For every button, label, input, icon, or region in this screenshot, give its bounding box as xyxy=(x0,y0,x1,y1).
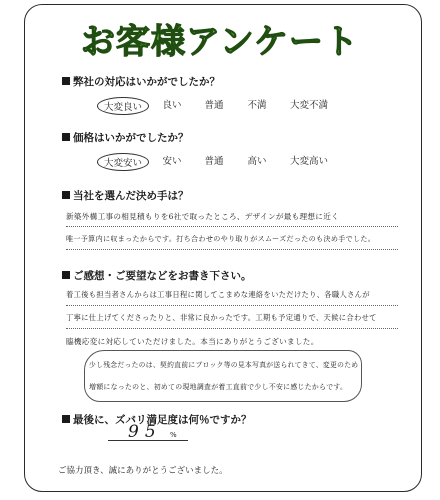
score-underline xyxy=(108,440,188,441)
q4-note-line: 増額になったのと、初めての現地調査が着工直前で少し不安に感じたからです。 xyxy=(89,383,348,391)
q4-answer-line: 着工後も担当者さんからは工事日程に関してこまめな連絡をいただけたり、各職人さんが xyxy=(66,290,370,299)
answer-rule xyxy=(66,226,398,227)
square-bullet-icon xyxy=(62,133,70,141)
q2-option-5[interactable]: 大変高い xyxy=(289,156,329,167)
question-3-label: 当社を選んだ決め手は？ xyxy=(73,190,189,202)
q1-option-4[interactable]: 不満 xyxy=(247,100,267,111)
question-5-label: 最後に、ズバリ満足度は何％ですか？ xyxy=(73,414,252,426)
q1-option-2[interactable]: 良い xyxy=(162,100,182,111)
q4-answer-line: 丁寧に仕上げてくださったりと、非常に良かったです。工期も予定通りで、天候に合わせて xyxy=(66,313,377,322)
q3-answer-line: 新築外構工事の相見積もりを6社で取ったところ、デザインが最も理想に近く xyxy=(66,212,339,221)
answer-rule xyxy=(66,249,398,250)
question-1 xyxy=(62,74,220,89)
score-unit: % xyxy=(170,431,177,439)
q1-option-3[interactable]: 普通 xyxy=(204,100,224,111)
square-bullet-icon xyxy=(62,415,70,423)
q2-option-4[interactable]: 高い xyxy=(247,156,267,167)
q1-option-1[interactable]: 大変良い xyxy=(97,97,149,115)
answer-rule xyxy=(66,328,398,329)
q2-option-2[interactable]: 安い xyxy=(162,156,182,167)
square-bullet-icon xyxy=(62,191,70,199)
q4-note-line: 少し残念だったのは、契約直前にブロック等の見本写真が送られてきて、変更のため xyxy=(89,361,359,369)
thank-you-note: ご協力頂き、誠にありがとうございました。 xyxy=(58,466,228,476)
square-bullet-icon xyxy=(62,77,70,85)
note-bubble xyxy=(84,350,362,402)
question-1-label: 弊社の対応はいかがでしたか？ xyxy=(73,76,220,88)
question-2-label: 価格はいかがでしたか？ xyxy=(73,132,189,144)
q4-answer-line: 臨機応変に対応していただけました。本当にありがとうございました。 xyxy=(66,337,319,346)
question-4-label: ご感想・ご要望などをお書き下さい。 xyxy=(73,270,252,282)
question-3 xyxy=(62,188,189,203)
question-4 xyxy=(62,268,252,283)
satisfaction-score[interactable]: 95 xyxy=(128,422,162,442)
square-bullet-icon xyxy=(62,271,70,279)
q3-answer-line: 唯一予算内に収まったからです。打ち合わせのやり取りがスムーズだったのも決め手でした。 xyxy=(66,234,376,243)
q2-option-1[interactable]: 大変安い xyxy=(97,153,149,171)
survey-title: お客様アンケート xyxy=(81,22,359,62)
question-2 xyxy=(62,130,189,145)
q2-option-3[interactable]: 普通 xyxy=(204,156,224,167)
q1-option-5[interactable]: 大変不満 xyxy=(289,100,329,111)
answer-rule xyxy=(66,305,398,306)
